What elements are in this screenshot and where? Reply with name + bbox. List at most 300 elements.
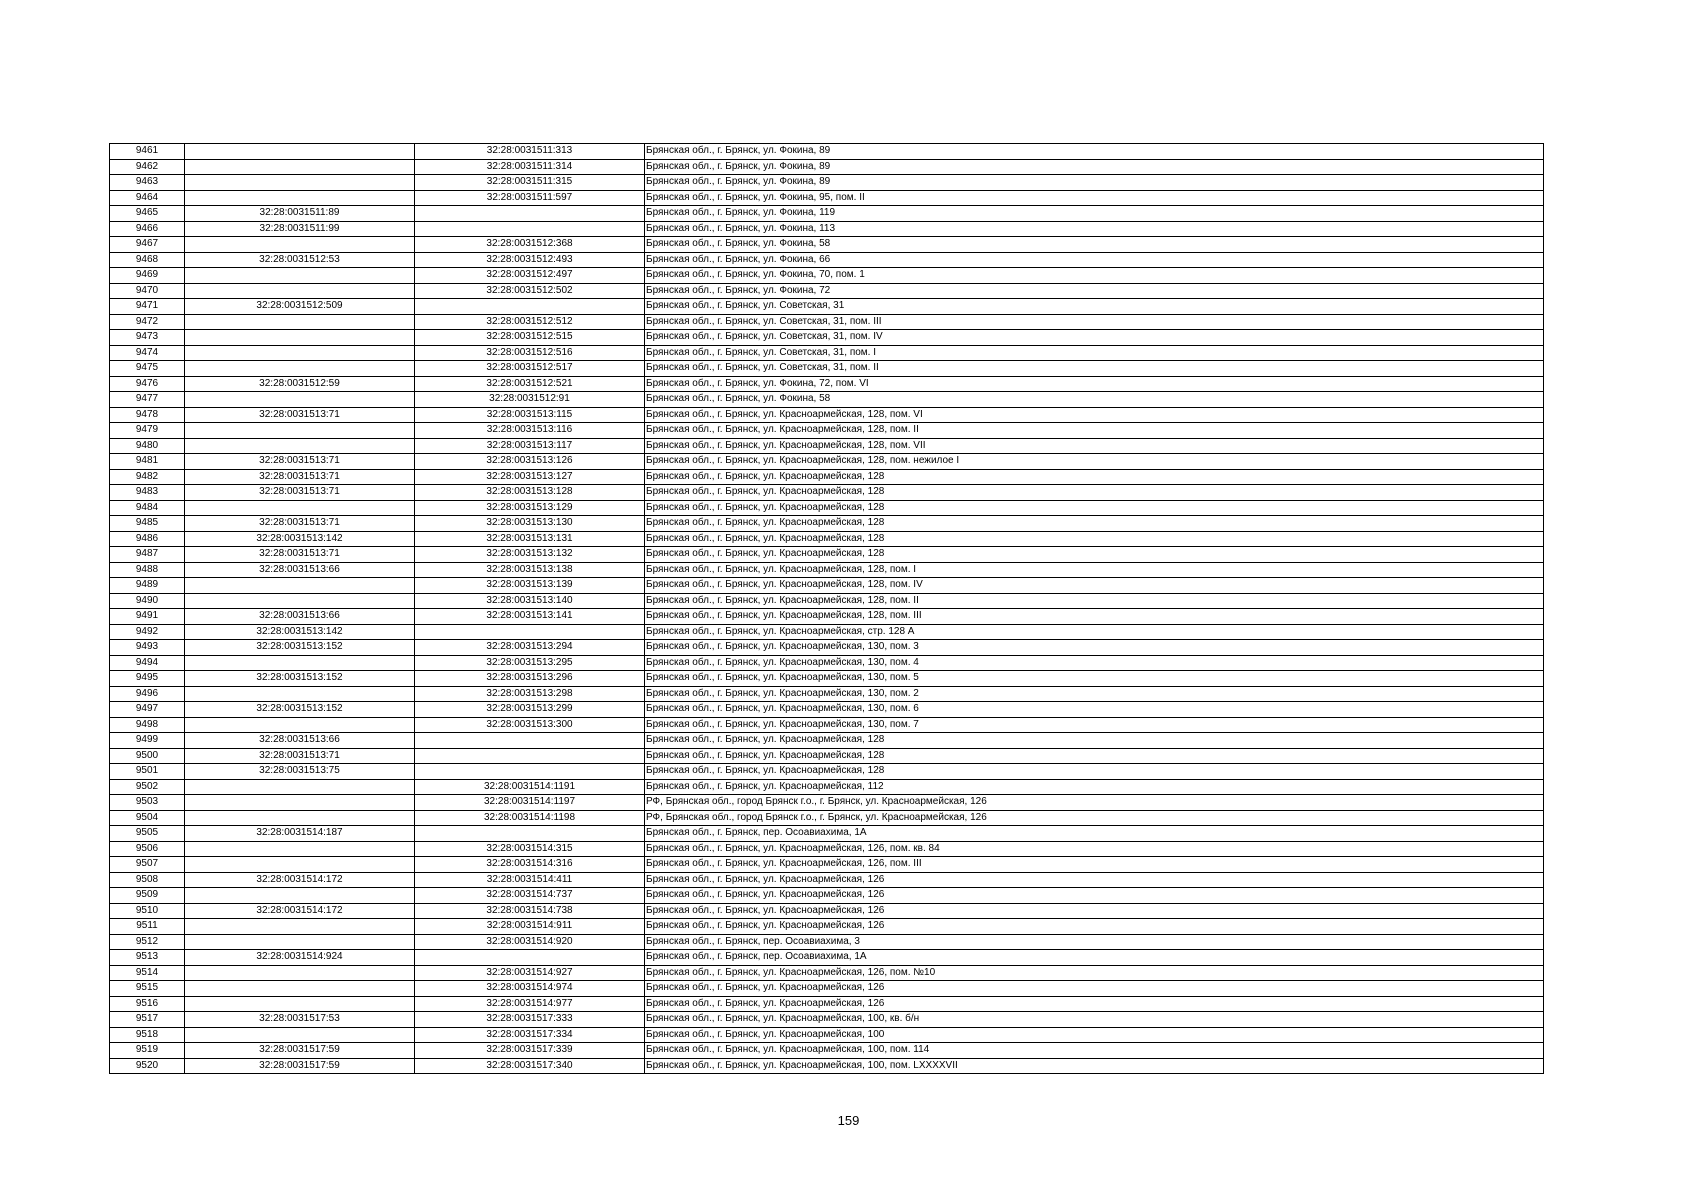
- row-number-cell: 9514: [110, 965, 185, 981]
- table-row: [110, 407, 1544, 423]
- parcel-cadastral-number-cell: [185, 361, 415, 377]
- address-cell: Брянская обл., г. Брянск, ул. Красноармейская, стр. 128 А: [645, 624, 1544, 640]
- object-cadastral-number-cell: 32:28:0031512:493: [415, 252, 645, 268]
- table-row: [110, 779, 1544, 795]
- object-cadastral-number-cell: [415, 764, 645, 780]
- parcel-cadastral-number-cell: 32:28:0031513:142: [185, 624, 415, 640]
- table-row: [110, 888, 1544, 904]
- parcel-cadastral-number-cell: 32:28:0031513:142: [185, 531, 415, 547]
- address-cell: Брянская обл., г. Брянск, ул. Красноармейская, 130, пом. 4: [645, 655, 1544, 671]
- table-row: [110, 795, 1544, 811]
- address-cell: Брянская обл., г. Брянск, ул. Красноармейская, 100, кв. б/н: [645, 1012, 1544, 1028]
- row-number-cell: 9470: [110, 283, 185, 299]
- table-row: [110, 934, 1544, 950]
- table-row: [110, 531, 1544, 547]
- object-cadastral-number-cell: 32:28:0031513:299: [415, 702, 645, 718]
- parcel-cadastral-number-cell: 32:28:0031512:53: [185, 252, 415, 268]
- object-cadastral-number-cell: 32:28:0031517:334: [415, 1027, 645, 1043]
- row-number-cell: 9513: [110, 950, 185, 966]
- parcel-cadastral-number-cell: 32:28:0031513:152: [185, 671, 415, 687]
- table-row: [110, 345, 1544, 361]
- registry-table-body: [110, 144, 1544, 1074]
- address-cell: Брянская обл., г. Брянск, ул. Красноармейская, 126: [645, 996, 1544, 1012]
- address-cell: РФ, Брянская обл., город Брянск г.о., г. Брянск, ул. Красноармейская, 126: [645, 810, 1544, 826]
- object-cadastral-number-cell: [415, 221, 645, 237]
- row-number-cell: 9486: [110, 531, 185, 547]
- object-cadastral-number-cell: [415, 299, 645, 315]
- table-row: [110, 454, 1544, 470]
- address-cell: Брянская обл., г. Брянск, ул. Красноармейская, 128: [645, 547, 1544, 563]
- table-row: [110, 702, 1544, 718]
- row-number-cell: 9498: [110, 717, 185, 733]
- object-cadastral-number-cell: 32:28:0031513:131: [415, 531, 645, 547]
- parcel-cadastral-number-cell: [185, 500, 415, 516]
- table-row: [110, 950, 1544, 966]
- parcel-cadastral-number-cell: 32:28:0031513:71: [185, 469, 415, 485]
- object-cadastral-number-cell: 32:28:0031513:115: [415, 407, 645, 423]
- parcel-cadastral-number-cell: 32:28:0031512:59: [185, 376, 415, 392]
- row-number-cell: 9510: [110, 903, 185, 919]
- object-cadastral-number-cell: 32:28:0031514:411: [415, 872, 645, 888]
- address-cell: Брянская обл., г. Брянск, ул. Фокина, 89: [645, 159, 1544, 175]
- row-number-cell: 9488: [110, 562, 185, 578]
- table-row: [110, 578, 1544, 594]
- table-row: [110, 965, 1544, 981]
- table-row: [110, 810, 1544, 826]
- object-cadastral-number-cell: 32:28:0031513:128: [415, 485, 645, 501]
- parcel-cadastral-number-cell: [185, 996, 415, 1012]
- table-row: [110, 717, 1544, 733]
- parcel-cadastral-number-cell: [185, 841, 415, 857]
- object-cadastral-number-cell: 32:28:0031513:300: [415, 717, 645, 733]
- address-cell: Брянская обл., г. Брянск, ул. Фокина, 72, пом. VI: [645, 376, 1544, 392]
- parcel-cadastral-number-cell: [185, 686, 415, 702]
- address-cell: Брянская обл., г. Брянск, пер. Осоавиахима, 1А: [645, 950, 1544, 966]
- parcel-cadastral-number-cell: 32:28:0031513:71: [185, 454, 415, 470]
- row-number-cell: 9509: [110, 888, 185, 904]
- object-cadastral-number-cell: 32:28:0031511:315: [415, 175, 645, 191]
- row-number-cell: 9489: [110, 578, 185, 594]
- table-row: [110, 841, 1544, 857]
- table-row: [110, 609, 1544, 625]
- table-row: [110, 671, 1544, 687]
- row-number-cell: 9461: [110, 144, 185, 160]
- table-row: [110, 872, 1544, 888]
- address-cell: Брянская обл., г. Брянск, ул. Фокина, 66: [645, 252, 1544, 268]
- table-row: [110, 562, 1544, 578]
- parcel-cadastral-number-cell: [185, 159, 415, 175]
- address-cell: Брянская обл., г. Брянск, ул. Красноармейская, 128: [645, 485, 1544, 501]
- object-cadastral-number-cell: 32:28:0031512:368: [415, 237, 645, 253]
- parcel-cadastral-number-cell: [185, 423, 415, 439]
- parcel-cadastral-number-cell: 32:28:0031513:75: [185, 764, 415, 780]
- parcel-cadastral-number-cell: 32:28:0031513:71: [185, 407, 415, 423]
- address-cell: Брянская обл., г. Брянск, ул. Красноармейская, 126: [645, 872, 1544, 888]
- row-number-cell: 9511: [110, 919, 185, 935]
- table-row: [110, 1027, 1544, 1043]
- parcel-cadastral-number-cell: [185, 314, 415, 330]
- object-cadastral-number-cell: 32:28:0031512:497: [415, 268, 645, 284]
- object-cadastral-number-cell: [415, 624, 645, 640]
- row-number-cell: 9482: [110, 469, 185, 485]
- object-cadastral-number-cell: 32:28:0031514:738: [415, 903, 645, 919]
- row-number-cell: 9512: [110, 934, 185, 950]
- row-number-cell: 9469: [110, 268, 185, 284]
- row-number-cell: 9507: [110, 857, 185, 873]
- object-cadastral-number-cell: 32:28:0031514:316: [415, 857, 645, 873]
- table-row: [110, 469, 1544, 485]
- parcel-cadastral-number-cell: [185, 795, 415, 811]
- object-cadastral-number-cell: 32:28:0031513:298: [415, 686, 645, 702]
- address-cell: Брянская обл., г. Брянск, ул. Красноармейская, 128, пом. IV: [645, 578, 1544, 594]
- table-row: [110, 252, 1544, 268]
- parcel-cadastral-number-cell: 32:28:0031513:71: [185, 516, 415, 532]
- table-row: [110, 1012, 1544, 1028]
- row-number-cell: 9478: [110, 407, 185, 423]
- address-cell: Брянская обл., г. Брянск, ул. Советская, 31, пом. IV: [645, 330, 1544, 346]
- table-row: [110, 655, 1544, 671]
- object-cadastral-number-cell: 32:28:0031512:512: [415, 314, 645, 330]
- object-cadastral-number-cell: 32:28:0031517:339: [415, 1043, 645, 1059]
- parcel-cadastral-number-cell: [185, 919, 415, 935]
- table-row: [110, 624, 1544, 640]
- parcel-cadastral-number-cell: 32:28:0031513:71: [185, 485, 415, 501]
- row-number-cell: 9480: [110, 438, 185, 454]
- parcel-cadastral-number-cell: [185, 330, 415, 346]
- row-number-cell: 9462: [110, 159, 185, 175]
- parcel-cadastral-number-cell: 32:28:0031513:66: [185, 562, 415, 578]
- parcel-cadastral-number-cell: [185, 981, 415, 997]
- table-row: [110, 175, 1544, 191]
- address-cell: Брянская обл., г. Брянск, ул. Красноармейская, 128: [645, 516, 1544, 532]
- parcel-cadastral-number-cell: [185, 175, 415, 191]
- address-cell: Брянская обл., г. Брянск, ул. Фокина, 95, пом. II: [645, 190, 1544, 206]
- object-cadastral-number-cell: [415, 950, 645, 966]
- parcel-cadastral-number-cell: [185, 268, 415, 284]
- object-cadastral-number-cell: 32:28:0031513:141: [415, 609, 645, 625]
- parcel-cadastral-number-cell: 32:28:0031514:172: [185, 903, 415, 919]
- address-cell: Брянская обл., г. Брянск, ул. Красноармейская, 126: [645, 919, 1544, 935]
- parcel-cadastral-number-cell: 32:28:0031511:99: [185, 221, 415, 237]
- parcel-cadastral-number-cell: [185, 810, 415, 826]
- address-cell: Брянская обл., г. Брянск, ул. Красноармейская, 130, пом. 3: [645, 640, 1544, 656]
- address-cell: Брянская обл., г. Брянск, ул. Советская, 31: [645, 299, 1544, 315]
- row-number-cell: 9508: [110, 872, 185, 888]
- address-cell: Брянская обл., г. Брянск, ул. Красноармейская, 128, пом. нежилое I: [645, 454, 1544, 470]
- row-number-cell: 9496: [110, 686, 185, 702]
- table-row: [110, 314, 1544, 330]
- object-cadastral-number-cell: 32:28:0031512:516: [415, 345, 645, 361]
- object-cadastral-number-cell: 32:28:0031513:117: [415, 438, 645, 454]
- table-row: [110, 547, 1544, 563]
- table-row: [110, 485, 1544, 501]
- object-cadastral-number-cell: 32:28:0031514:920: [415, 934, 645, 950]
- table-row: [110, 500, 1544, 516]
- object-cadastral-number-cell: 32:28:0031511:597: [415, 190, 645, 206]
- parcel-cadastral-number-cell: 32:28:0031517:53: [185, 1012, 415, 1028]
- row-number-cell: 9500: [110, 748, 185, 764]
- row-number-cell: 9481: [110, 454, 185, 470]
- table-row: [110, 299, 1544, 315]
- address-cell: Брянская обл., г. Брянск, ул. Советская, 31, пом. III: [645, 314, 1544, 330]
- row-number-cell: 9484: [110, 500, 185, 516]
- parcel-cadastral-number-cell: 32:28:0031513:71: [185, 748, 415, 764]
- table-row: [110, 857, 1544, 873]
- address-cell: Брянская обл., г. Брянск, ул. Красноармейская, 126: [645, 903, 1544, 919]
- object-cadastral-number-cell: 32:28:0031514:737: [415, 888, 645, 904]
- parcel-cadastral-number-cell: [185, 237, 415, 253]
- object-cadastral-number-cell: 32:28:0031513:296: [415, 671, 645, 687]
- object-cadastral-number-cell: 32:28:0031512:91: [415, 392, 645, 408]
- parcel-cadastral-number-cell: [185, 717, 415, 733]
- table-row: [110, 423, 1544, 439]
- address-cell: Брянская обл., г. Брянск, ул. Красноармейская, 128: [645, 748, 1544, 764]
- object-cadastral-number-cell: 32:28:0031513:127: [415, 469, 645, 485]
- object-cadastral-number-cell: 32:28:0031517:333: [415, 1012, 645, 1028]
- row-number-cell: 9519: [110, 1043, 185, 1059]
- row-number-cell: 9473: [110, 330, 185, 346]
- row-number-cell: 9516: [110, 996, 185, 1012]
- address-cell: Брянская обл., г. Брянск, ул. Красноармейская, 100, пом. 114: [645, 1043, 1544, 1059]
- object-cadastral-number-cell: [415, 733, 645, 749]
- table-row: [110, 190, 1544, 206]
- object-cadastral-number-cell: 32:28:0031512:502: [415, 283, 645, 299]
- object-cadastral-number-cell: 32:28:0031514:974: [415, 981, 645, 997]
- row-number-cell: 9463: [110, 175, 185, 191]
- parcel-cadastral-number-cell: 32:28:0031512:509: [185, 299, 415, 315]
- object-cadastral-number-cell: 32:28:0031512:517: [415, 361, 645, 377]
- row-number-cell: 9506: [110, 841, 185, 857]
- object-cadastral-number-cell: 32:28:0031513:116: [415, 423, 645, 439]
- object-cadastral-number-cell: [415, 206, 645, 222]
- parcel-cadastral-number-cell: [185, 655, 415, 671]
- parcel-cadastral-number-cell: [185, 857, 415, 873]
- object-cadastral-number-cell: [415, 748, 645, 764]
- table-row: [110, 268, 1544, 284]
- parcel-cadastral-number-cell: [185, 438, 415, 454]
- parcel-cadastral-number-cell: [185, 578, 415, 594]
- address-cell: Брянская обл., г. Брянск, ул. Красноармейская, 130, пом. 7: [645, 717, 1544, 733]
- row-number-cell: 9491: [110, 609, 185, 625]
- address-cell: Брянская обл., г. Брянск, ул. Красноармейская, 128: [645, 733, 1544, 749]
- row-number-cell: 9468: [110, 252, 185, 268]
- address-cell: Брянская обл., г. Брянск, ул. Красноармейская, 126, пом. кв. 84: [645, 841, 1544, 857]
- address-cell: Брянская обл., г. Брянск, ул. Красноармейская, 128, пом. VI: [645, 407, 1544, 423]
- table-row: [110, 438, 1544, 454]
- table-row: [110, 981, 1544, 997]
- address-cell: Брянская обл., г. Брянск, ул. Красноармейская, 128, пом. II: [645, 593, 1544, 609]
- object-cadastral-number-cell: 32:28:0031513:132: [415, 547, 645, 563]
- parcel-cadastral-number-cell: [185, 593, 415, 609]
- address-cell: Брянская обл., г. Брянск, ул. Красноармейская, 128, пом. I: [645, 562, 1544, 578]
- object-cadastral-number-cell: 32:28:0031513:295: [415, 655, 645, 671]
- parcel-cadastral-number-cell: [185, 345, 415, 361]
- row-number-cell: 9517: [110, 1012, 185, 1028]
- registry-table: [109, 143, 1544, 1074]
- parcel-cadastral-number-cell: [185, 1027, 415, 1043]
- address-cell: Брянская обл., г. Брянск, ул. Фокина, 58: [645, 237, 1544, 253]
- object-cadastral-number-cell: 32:28:0031514:927: [415, 965, 645, 981]
- object-cadastral-number-cell: 32:28:0031513:126: [415, 454, 645, 470]
- address-cell: Брянская обл., г. Брянск, ул. Красноармейская, 100: [645, 1027, 1544, 1043]
- address-cell: Брянская обл., г. Брянск, ул. Фокина, 70, пом. 1: [645, 268, 1544, 284]
- table-row: [110, 1058, 1544, 1074]
- parcel-cadastral-number-cell: 32:28:0031511:89: [185, 206, 415, 222]
- address-cell: Брянская обл., г. Брянск, ул. Красноармейская, 128, пом. III: [645, 609, 1544, 625]
- object-cadastral-number-cell: 32:28:0031512:521: [415, 376, 645, 392]
- address-cell: Брянская обл., г. Брянск, пер. Осоавиахима, 1А: [645, 826, 1544, 842]
- table-row: [110, 206, 1544, 222]
- address-cell: Брянская обл., г. Брянск, ул. Красноармейская, 130, пом. 6: [645, 702, 1544, 718]
- address-cell: Брянская обл., г. Брянск, ул. Красноармейская, 128: [645, 764, 1544, 780]
- row-number-cell: 9515: [110, 981, 185, 997]
- parcel-cadastral-number-cell: 32:28:0031513:71: [185, 547, 415, 563]
- address-cell: Брянская обл., г. Брянск, ул. Красноармейская, 100, пом. LXXXXVII: [645, 1058, 1544, 1074]
- address-cell: Брянская обл., г. Брянск, ул. Фокина, 89: [645, 175, 1544, 191]
- row-number-cell: 9490: [110, 593, 185, 609]
- row-number-cell: 9465: [110, 206, 185, 222]
- address-cell: Брянская обл., г. Брянск, ул. Красноармейская, 126, пом. №10: [645, 965, 1544, 981]
- address-cell: Брянская обл., г. Брянск, ул. Советская, 31, пом. I: [645, 345, 1544, 361]
- row-number-cell: 9464: [110, 190, 185, 206]
- object-cadastral-number-cell: 32:28:0031514:315: [415, 841, 645, 857]
- table-row: [110, 903, 1544, 919]
- table-row: [110, 919, 1544, 935]
- table-row: [110, 159, 1544, 175]
- parcel-cadastral-number-cell: [185, 392, 415, 408]
- row-number-cell: 9475: [110, 361, 185, 377]
- row-number-cell: 9471: [110, 299, 185, 315]
- row-number-cell: 9483: [110, 485, 185, 501]
- address-cell: Брянская обл., г. Брянск, ул. Красноармейская, 128, пом. II: [645, 423, 1544, 439]
- row-number-cell: 9476: [110, 376, 185, 392]
- address-cell: Брянская обл., г. Брянск, ул. Красноармейская, 112: [645, 779, 1544, 795]
- object-cadastral-number-cell: 32:28:0031517:340: [415, 1058, 645, 1074]
- object-cadastral-number-cell: 32:28:0031513:294: [415, 640, 645, 656]
- address-cell: Брянская обл., г. Брянск, ул. Красноармейская, 126, пом. III: [645, 857, 1544, 873]
- row-number-cell: 9477: [110, 392, 185, 408]
- parcel-cadastral-number-cell: 32:28:0031513:66: [185, 733, 415, 749]
- table-row: [110, 593, 1544, 609]
- row-number-cell: 9503: [110, 795, 185, 811]
- address-cell: Брянская обл., г. Брянск, ул. Красноармейская, 128, пом. VII: [645, 438, 1544, 454]
- row-number-cell: 9497: [110, 702, 185, 718]
- row-number-cell: 9472: [110, 314, 185, 330]
- address-cell: Брянская обл., г. Брянск, ул. Фокина, 58: [645, 392, 1544, 408]
- object-cadastral-number-cell: 32:28:0031513:139: [415, 578, 645, 594]
- table-row: [110, 686, 1544, 702]
- object-cadastral-number-cell: 32:28:0031511:313: [415, 144, 645, 160]
- object-cadastral-number-cell: 32:28:0031513:138: [415, 562, 645, 578]
- object-cadastral-number-cell: 32:28:0031514:1197: [415, 795, 645, 811]
- parcel-cadastral-number-cell: 32:28:0031513:152: [185, 640, 415, 656]
- address-cell: РФ, Брянская обл., город Брянск г.о., г. Брянск, ул. Красноармейская, 126: [645, 795, 1544, 811]
- row-number-cell: 9479: [110, 423, 185, 439]
- table-row: [110, 748, 1544, 764]
- table-row: [110, 221, 1544, 237]
- table-row: [110, 733, 1544, 749]
- row-number-cell: 9467: [110, 237, 185, 253]
- table-row: [110, 392, 1544, 408]
- address-cell: Брянская обл., г. Брянск, ул. Фокина, 89: [645, 144, 1544, 160]
- address-cell: Брянская обл., г. Брянск, ул. Красноармейская, 126: [645, 981, 1544, 997]
- address-cell: Брянская обл., г. Брянск, ул. Красноармейская, 130, пом. 5: [645, 671, 1544, 687]
- object-cadastral-number-cell: 32:28:0031514:911: [415, 919, 645, 935]
- row-number-cell: 9494: [110, 655, 185, 671]
- object-cadastral-number-cell: 32:28:0031512:515: [415, 330, 645, 346]
- address-cell: Брянская обл., г. Брянск, ул. Красноармейская, 130, пом. 2: [645, 686, 1544, 702]
- object-cadastral-number-cell: 32:28:0031513:129: [415, 500, 645, 516]
- address-cell: Брянская обл., г. Брянск, ул. Фокина, 119: [645, 206, 1544, 222]
- object-cadastral-number-cell: 32:28:0031514:1191: [415, 779, 645, 795]
- row-number-cell: 9487: [110, 547, 185, 563]
- parcel-cadastral-number-cell: 32:28:0031514:924: [185, 950, 415, 966]
- row-number-cell: 9492: [110, 624, 185, 640]
- table-row: [110, 376, 1544, 392]
- parcel-cadastral-number-cell: 32:28:0031517:59: [185, 1043, 415, 1059]
- table-row: [110, 1043, 1544, 1059]
- address-cell: Брянская обл., г. Брянск, ул. Красноармейская, 128: [645, 531, 1544, 547]
- address-cell: Брянская обл., г. Брянск, ул. Красноармейская, 126: [645, 888, 1544, 904]
- parcel-cadastral-number-cell: 32:28:0031513:152: [185, 702, 415, 718]
- table-row: [110, 361, 1544, 377]
- parcel-cadastral-number-cell: [185, 779, 415, 795]
- row-number-cell: 9466: [110, 221, 185, 237]
- parcel-cadastral-number-cell: [185, 144, 415, 160]
- parcel-cadastral-number-cell: 32:28:0031514:172: [185, 872, 415, 888]
- table-row: [110, 826, 1544, 842]
- row-number-cell: 9502: [110, 779, 185, 795]
- table-row: [110, 996, 1544, 1012]
- row-number-cell: 9520: [110, 1058, 185, 1074]
- parcel-cadastral-number-cell: [185, 888, 415, 904]
- row-number-cell: 9504: [110, 810, 185, 826]
- parcel-cadastral-number-cell: 32:28:0031514:187: [185, 826, 415, 842]
- address-cell: Брянская обл., г. Брянск, ул. Фокина, 72: [645, 283, 1544, 299]
- table-row: [110, 764, 1544, 780]
- object-cadastral-number-cell: [415, 826, 645, 842]
- row-number-cell: 9518: [110, 1027, 185, 1043]
- parcel-cadastral-number-cell: [185, 965, 415, 981]
- row-number-cell: 9501: [110, 764, 185, 780]
- object-cadastral-number-cell: 32:28:0031513:130: [415, 516, 645, 532]
- page-number: 159: [837, 1113, 860, 1128]
- row-number-cell: 9493: [110, 640, 185, 656]
- table-row: [110, 330, 1544, 346]
- row-number-cell: 9505: [110, 826, 185, 842]
- table-row: [110, 283, 1544, 299]
- address-cell: Брянская обл., г. Брянск, пер. Осоавиахима, 3: [645, 934, 1544, 950]
- parcel-cadastral-number-cell: 32:28:0031513:66: [185, 609, 415, 625]
- table-row: [110, 640, 1544, 656]
- object-cadastral-number-cell: 32:28:0031514:977: [415, 996, 645, 1012]
- parcel-cadastral-number-cell: [185, 190, 415, 206]
- parcel-cadastral-number-cell: 32:28:0031517:59: [185, 1058, 415, 1074]
- row-number-cell: 9474: [110, 345, 185, 361]
- address-cell: Брянская обл., г. Брянск, ул. Фокина, 113: [645, 221, 1544, 237]
- row-number-cell: 9499: [110, 733, 185, 749]
- parcel-cadastral-number-cell: [185, 283, 415, 299]
- address-cell: Брянская обл., г. Брянск, ул. Красноармейская, 128: [645, 469, 1544, 485]
- parcel-cadastral-number-cell: [185, 934, 415, 950]
- object-cadastral-number-cell: 32:28:0031514:1198: [415, 810, 645, 826]
- object-cadastral-number-cell: 32:28:0031513:140: [415, 593, 645, 609]
- address-cell: Брянская обл., г. Брянск, ул. Красноармейская, 128: [645, 500, 1544, 516]
- address-cell: Брянская обл., г. Брянск, ул. Советская, 31, пом. II: [645, 361, 1544, 377]
- row-number-cell: 9495: [110, 671, 185, 687]
- table-row: [110, 516, 1544, 532]
- row-number-cell: 9485: [110, 516, 185, 532]
